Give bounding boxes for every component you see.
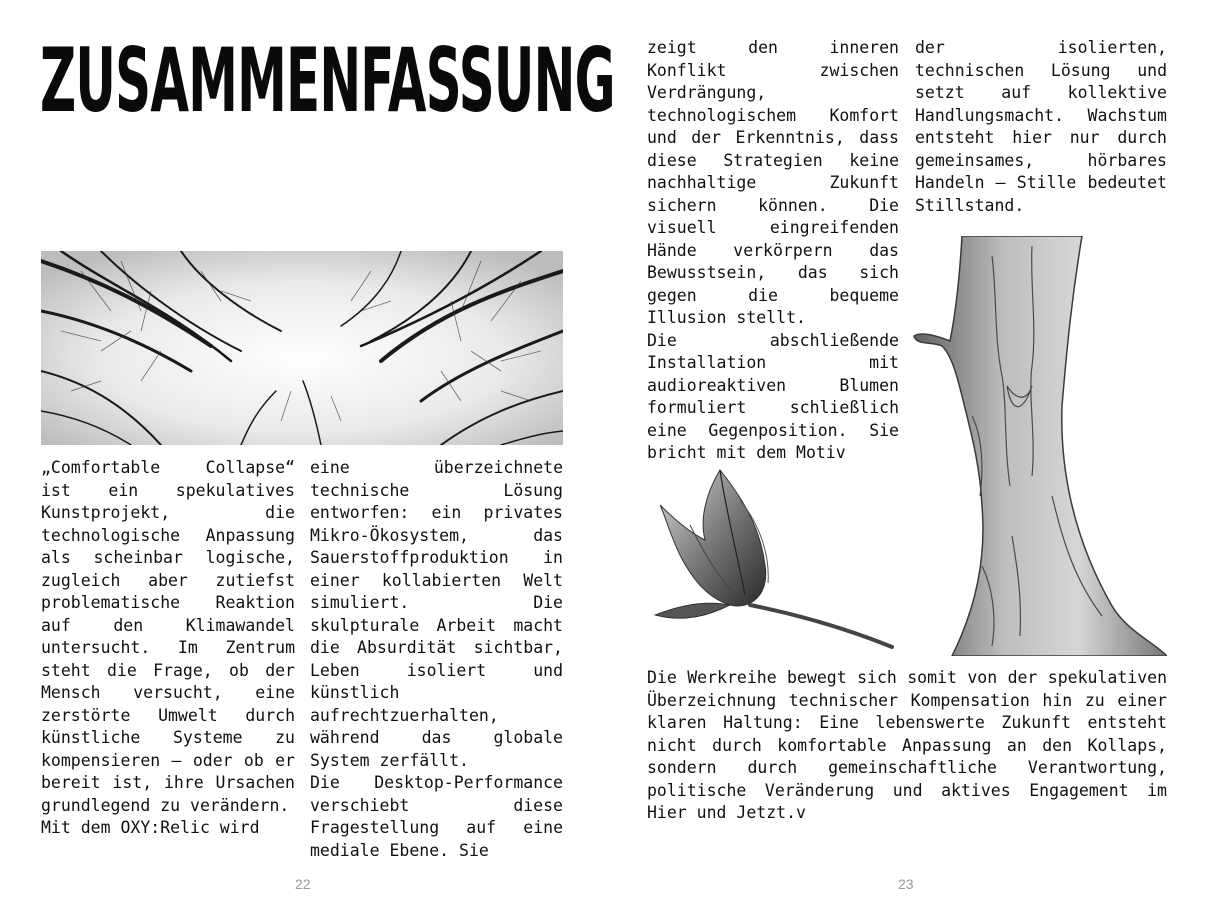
- paragraph: Die Desktop-Performance verschiebt diese Fragestellung auf eine mediale Ebene. Sie: [310, 773, 563, 860]
- paragraph: Die abschließende Installation mit audioreaktiven Blumen formuliert schließlich eine Gegenposition. Sie bricht mit dem Motiv: [647, 330, 899, 462]
- conclusion-paragraph: [647, 667, 1167, 825]
- tree-canopy-photo: [41, 251, 563, 445]
- paragraph: Die Werkreihe bewegt sich somit von der spekulativen Überzeichnung technischer Kompensation hin zu einer klaren Haltung: Eine lebenswerte Zukunft entsteht nicht durch komfortable Anpassung an den Kollaps, sondern durch gemeinschaftliche Verantwortung, politische Veränderung und aktives Engagement im Hier und Jetzt.v: [647, 668, 1167, 822]
- left-text-column-2: [310, 457, 563, 862]
- left-text-column-1: [41, 457, 295, 840]
- page-number: 22: [295, 876, 311, 892]
- page-number: 23: [898, 876, 914, 892]
- paragraph: eine überzeichnete technische Lösung entworfen: ein privates Mikro-Ökosystem, das Sauerstoffproduktion in einer kollabierten Welt simuliert. Die skulpturale Arbeit macht die Absurdität sichtbar, Leben isoliert und künstlich aufrechtzuerhalten, während das globale System zerfällt.: [310, 458, 563, 770]
- paragraph: zeigt den inneren Konflikt zwischen Verdrängung, technologischem Komfort und der Erkenntnis, dass diese Strategien keine nachhaltige Zukunft sichern können. Die visuell eingreifenden Hände verkörpern das Bewusstsein, das sich gegen die bequeme Illusion stellt.: [647, 38, 899, 327]
- paragraph: der isolierten, technischen Lösung und setzt auf kollektive Handlungsmacht. Wachstum entsteht hier nur durch gemeinsames, hörbares Handeln – Stille bedeutet Stillstand.: [915, 38, 1167, 215]
- right-text-column-1: [647, 37, 899, 465]
- paragraph: Mit dem OXY:Relic wird: [41, 818, 260, 837]
- tree-trunk-photo: [912, 236, 1167, 656]
- page-title: ZUSAMMENFASSUNG: [40, 30, 615, 134]
- right-text-column-2: [915, 37, 1167, 217]
- paragraph: „Comfortable Collapse“ ist ein spekulatives Kunstprojekt, die technologische Anpassung als scheinbar logische, zugleich aber zutiefst problematische Reaktion auf den Klimawandel untersucht. Im Zentrum steht die Frage, ob der Mensch versucht, eine zerstörte Umwelt durch künstliche Systeme zu kompensieren – oder ob er bereit ist, ihre Ursachen grundlegend zu verändern.: [41, 458, 295, 815]
- flower-bud-photo: [650, 465, 900, 650]
